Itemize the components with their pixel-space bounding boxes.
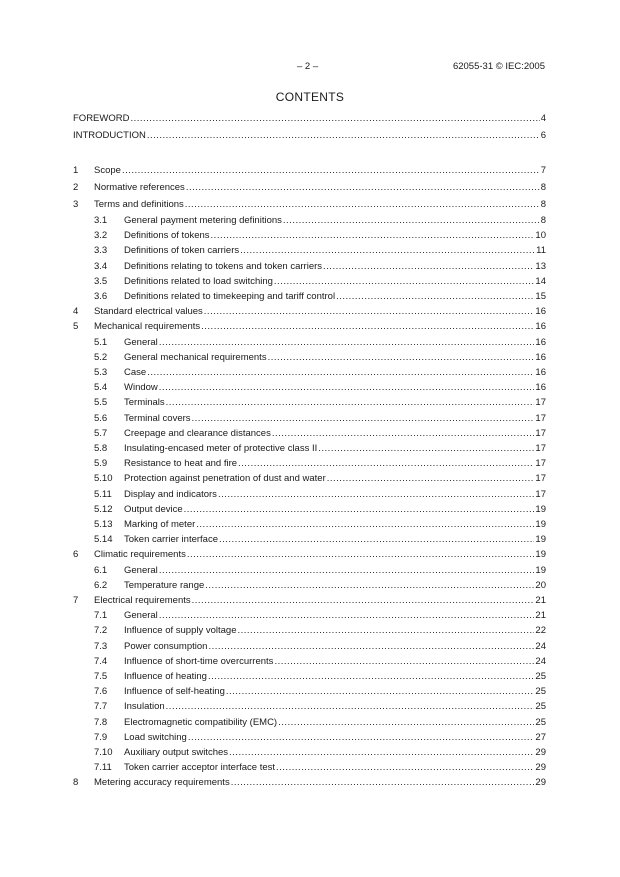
toc-entry-number: 5.10 bbox=[94, 473, 113, 485]
toc-entry-label: Display and indicators bbox=[124, 488, 217, 500]
toc-entry-label: Protection against penetration of dust and water bbox=[124, 473, 326, 485]
toc-entry-page: 14 bbox=[535, 275, 546, 287]
toc-entry[interactable] bbox=[73, 427, 546, 441]
toc-entry-label: General bbox=[124, 610, 158, 622]
toc-entry[interactable] bbox=[73, 320, 546, 334]
toc-entry[interactable] bbox=[73, 457, 546, 471]
toc-entry-number: 5.11 bbox=[94, 488, 112, 500]
toc-entry-page: 19 bbox=[535, 503, 546, 515]
toc-leader-dots bbox=[240, 244, 535, 258]
toc-entry-number: 3.6 bbox=[94, 291, 108, 302]
toc-entry-number: 5.7 bbox=[94, 427, 108, 439]
toc-entry-label: General bbox=[124, 336, 158, 348]
toc-entry-page: 17 bbox=[535, 488, 546, 500]
toc-entry-label: Terminals bbox=[124, 397, 165, 409]
toc-entry-page: 8 bbox=[540, 215, 546, 226]
toc-entry-number: 5.9 bbox=[94, 458, 108, 470]
toc-entry-page: 25 bbox=[535, 701, 546, 713]
toc-leader-dots bbox=[272, 427, 535, 441]
toc-leader-dots bbox=[238, 457, 534, 471]
toc-entry-label: Climatic requirements bbox=[94, 549, 186, 561]
toc-entry-label: Influence of heating bbox=[124, 671, 207, 682]
toc-leader-dots bbox=[231, 776, 535, 790]
toc-entry-page: 29 bbox=[535, 762, 546, 774]
toc-entry-label: Standard electrical values bbox=[94, 306, 203, 318]
toc-entry-page: 17 bbox=[535, 458, 546, 470]
toc-entry-number: 4 bbox=[73, 306, 79, 318]
toc-entry-number: 7.8 bbox=[94, 716, 108, 728]
toc-entry-number: 5 bbox=[73, 321, 79, 333]
toc-entry-page: 16 bbox=[535, 351, 546, 363]
page-number: – 2 – bbox=[297, 61, 319, 72]
toc-entry-label: Influence of self-heating bbox=[124, 686, 225, 698]
toc-leader-dots bbox=[229, 746, 534, 760]
toc-entry-number: 3.1 bbox=[94, 215, 108, 226]
toc-entry-page: 16 bbox=[535, 367, 546, 378]
toc-entry-label: Normative references bbox=[94, 182, 185, 193]
toc-entry[interactable] bbox=[73, 685, 546, 699]
toc-entry-page: 16 bbox=[535, 321, 546, 333]
toc-entry-page: 7 bbox=[540, 165, 546, 176]
toc-entry[interactable] bbox=[73, 198, 546, 212]
toc-entry[interactable] bbox=[73, 655, 546, 669]
toc-entry[interactable] bbox=[73, 503, 546, 517]
toc-entry-number: 3.2 bbox=[94, 230, 108, 242]
toc-leader-dots bbox=[219, 533, 534, 547]
toc-entry[interactable] bbox=[73, 351, 546, 365]
toc-entry-label: Mechanical requirements bbox=[94, 321, 201, 333]
toc-entry-label: Load switching bbox=[124, 731, 187, 743]
toc-entry[interactable] bbox=[73, 164, 546, 178]
toc-entry[interactable] bbox=[73, 776, 546, 790]
toc-leader-dots bbox=[238, 624, 535, 638]
toc-entry[interactable] bbox=[73, 640, 546, 654]
toc-entry-label: Token carrier interface bbox=[124, 534, 218, 546]
toc-entry[interactable] bbox=[73, 472, 546, 486]
toc-leader-dots bbox=[336, 290, 534, 304]
toc-entry[interactable] bbox=[73, 564, 546, 578]
toc-leader-dots bbox=[192, 594, 535, 608]
toc-entry-number: 3 bbox=[73, 199, 79, 210]
toc-entry[interactable] bbox=[73, 579, 546, 593]
toc-leader-dots bbox=[226, 685, 535, 699]
toc-entry[interactable] bbox=[73, 533, 546, 547]
toc-entry[interactable] bbox=[73, 746, 546, 760]
toc-entry-label: Definitions relating to tokens and token carriers bbox=[124, 260, 323, 272]
toc-entry[interactable] bbox=[73, 214, 546, 228]
toc-entry-number: 8 bbox=[73, 777, 79, 789]
toc-entry-number: 6 bbox=[73, 549, 79, 561]
toc-entry-page: 24 bbox=[535, 640, 546, 652]
toc-entry-page: 17 bbox=[535, 397, 546, 409]
toc-entry-page: 19 bbox=[535, 534, 546, 546]
toc-entry-label: Output device bbox=[124, 503, 183, 515]
toc-leader-dots bbox=[147, 129, 540, 143]
toc-entry[interactable] bbox=[73, 716, 546, 730]
toc-entry[interactable] bbox=[73, 275, 546, 289]
toc-entry-number: 6.2 bbox=[94, 579, 108, 591]
toc-entry[interactable] bbox=[73, 518, 546, 532]
toc-entry[interactable] bbox=[73, 260, 546, 274]
toc-leader-dots bbox=[185, 198, 540, 212]
toc-entry-label: Terms and definitions bbox=[94, 199, 184, 210]
toc-entry[interactable] bbox=[73, 700, 546, 714]
toc-entry-page: 10 bbox=[535, 230, 546, 242]
document-reference: 62055-31 © IEC:2005 bbox=[452, 61, 545, 72]
toc-leader-dots bbox=[159, 381, 535, 395]
toc-entry-label: Insulation bbox=[124, 701, 165, 713]
toc-leader-dots bbox=[268, 351, 535, 365]
toc-entry[interactable] bbox=[73, 624, 546, 638]
toc-entry-number: 7.3 bbox=[94, 640, 108, 652]
toc-entry-page: 16 bbox=[535, 336, 546, 348]
toc-entry-label: General payment metering definitions bbox=[124, 215, 282, 226]
toc-entry-page: 21 bbox=[535, 595, 546, 606]
toc-entry-label: Temperature range bbox=[124, 579, 205, 591]
toc-entry-label: INTRODUCTION bbox=[73, 130, 146, 141]
toc-leader-dots bbox=[201, 320, 534, 334]
toc-entry-number: 7.9 bbox=[94, 731, 108, 743]
toc-entry-label: Electrical requirements bbox=[94, 595, 191, 606]
toc-entry-number: 5.1 bbox=[94, 336, 108, 348]
toc-leader-dots bbox=[318, 442, 534, 456]
toc-entry-label: Token carrier acceptor interface test bbox=[124, 762, 276, 774]
toc-entry-page: 29 bbox=[535, 777, 546, 789]
toc-entry-number: 6.1 bbox=[94, 564, 108, 576]
toc-entry-page: 25 bbox=[535, 716, 546, 728]
toc-entry[interactable] bbox=[73, 761, 546, 775]
toc-entry-label: Case bbox=[124, 367, 147, 378]
toc-entry-number: 7.5 bbox=[94, 671, 108, 682]
toc-entry-page: 16 bbox=[535, 382, 546, 394]
toc-entry-number: 7.7 bbox=[94, 701, 108, 713]
toc-entry-page: 8 bbox=[540, 199, 546, 210]
toc-entry-label: Metering accuracy requirements bbox=[94, 777, 230, 789]
toc-entry-label: Scope bbox=[94, 165, 121, 176]
page-header bbox=[0, 61, 620, 75]
toc-entry-number: 5.14 bbox=[94, 534, 113, 546]
toc-entry-number: 5.8 bbox=[94, 443, 108, 454]
toc-entry-page: 29 bbox=[535, 747, 546, 758]
toc-leader-dots bbox=[276, 761, 534, 775]
toc-leader-dots bbox=[147, 366, 534, 380]
toc-entry-page: 19 bbox=[535, 549, 546, 561]
toc-leader-dots bbox=[327, 472, 535, 486]
toc-entry-number: 2 bbox=[73, 182, 79, 193]
toc-entry[interactable] bbox=[73, 594, 546, 608]
toc-entry[interactable] bbox=[73, 366, 546, 380]
toc-entry-label: Creepage and clearance distances bbox=[124, 427, 271, 439]
toc-entry-number: 7.4 bbox=[94, 655, 108, 667]
toc-entry-page: 20 bbox=[535, 579, 546, 591]
toc-entry[interactable] bbox=[73, 396, 546, 410]
toc-entry-number: 7 bbox=[73, 595, 79, 606]
toc-entry-label: Power consumption bbox=[124, 640, 208, 652]
toc-leader-dots bbox=[274, 275, 535, 289]
toc-entry-page: 17 bbox=[535, 473, 546, 485]
toc-entry-label: Definitions related to timekeeping and tariff control bbox=[124, 291, 336, 302]
toc-leader-dots bbox=[204, 305, 535, 319]
toc-leader-dots bbox=[187, 548, 535, 562]
toc-entry-number: 5.3 bbox=[94, 367, 108, 378]
toc-leader-dots bbox=[323, 260, 534, 274]
toc-entry[interactable] bbox=[73, 548, 546, 562]
toc-leader-dots bbox=[208, 640, 534, 654]
toc-entry[interactable] bbox=[73, 488, 546, 502]
toc-entry-page: 17 bbox=[535, 443, 546, 454]
toc-entry[interactable] bbox=[73, 731, 546, 745]
toc-entry-label: Auxiliary output switches bbox=[124, 747, 229, 758]
toc-entry[interactable] bbox=[73, 129, 546, 143]
toc-entry[interactable] bbox=[73, 442, 546, 456]
toc-leader-dots bbox=[278, 716, 534, 730]
toc-entry-page: 11 bbox=[536, 245, 546, 257]
toc-leader-dots bbox=[186, 181, 540, 195]
toc-entry-number: 3.3 bbox=[94, 245, 108, 257]
toc-entry[interactable] bbox=[73, 305, 546, 319]
toc-entry-page: 4 bbox=[540, 113, 546, 124]
toc-entry-number: 5.5 bbox=[94, 397, 108, 409]
toc-entry[interactable] bbox=[73, 381, 546, 395]
toc-entry-number: 5.13 bbox=[94, 519, 113, 530]
toc-leader-dots bbox=[205, 579, 534, 593]
toc-entry-label: General bbox=[124, 564, 158, 576]
toc-entry-number: 5.4 bbox=[94, 382, 108, 394]
toc-entry-number: 7.2 bbox=[94, 625, 108, 637]
toc-leader-dots bbox=[208, 670, 534, 684]
toc-leader-dots bbox=[192, 412, 535, 426]
toc-entry-page: 16 bbox=[535, 306, 546, 318]
toc-leader-dots bbox=[159, 564, 535, 578]
toc-entry[interactable] bbox=[73, 229, 546, 243]
toc-leader-dots bbox=[166, 700, 535, 714]
toc-entry-number: 7.1 bbox=[94, 610, 108, 622]
toc-entry-label: Definitions related to load switching bbox=[124, 275, 273, 287]
toc-entry-label: Influence of short-time overcurrents bbox=[124, 655, 274, 667]
toc-entry[interactable] bbox=[73, 336, 546, 350]
toc-leader-dots bbox=[211, 229, 535, 243]
toc-leader-dots bbox=[122, 164, 540, 178]
page-title: CONTENTS bbox=[275, 90, 345, 104]
toc-entry-number: 7.10 bbox=[94, 747, 113, 758]
toc-entry-page: 13 bbox=[535, 260, 546, 272]
toc-entry[interactable] bbox=[73, 244, 546, 258]
toc-entry-page: 21 bbox=[535, 610, 546, 622]
toc-leader-dots bbox=[159, 336, 535, 350]
toc-entry[interactable] bbox=[73, 412, 546, 426]
toc-entry-number: 7.11 bbox=[94, 762, 112, 774]
toc-leader-dots bbox=[184, 503, 535, 517]
toc-entry-number: 1 bbox=[73, 165, 79, 176]
toc-entry-number: 5.2 bbox=[94, 351, 108, 363]
toc-entry-page: 17 bbox=[535, 412, 546, 424]
toc-entry[interactable] bbox=[73, 609, 546, 623]
toc-entry-page: 8 bbox=[540, 182, 546, 193]
toc-entry-number: 3.4 bbox=[94, 260, 108, 272]
toc-entry-page: 6 bbox=[540, 130, 546, 141]
toc-entry-page: 19 bbox=[535, 564, 546, 576]
toc-entry-page: 15 bbox=[535, 291, 546, 302]
toc-entry[interactable] bbox=[73, 670, 546, 684]
toc-entry-label: Resistance to heat and fire bbox=[124, 458, 238, 470]
toc-entry-page: 19 bbox=[535, 519, 546, 530]
toc-entry-number: 7.6 bbox=[94, 686, 108, 698]
toc-leader-dots bbox=[159, 609, 535, 623]
toc-entry-page: 22 bbox=[535, 625, 546, 637]
toc-entry-number: 3.5 bbox=[94, 275, 108, 287]
toc-entry-label: FOREWORD bbox=[73, 113, 130, 124]
toc-entry-label: Insulating-encased meter of protective class II bbox=[124, 443, 318, 454]
toc-entry-number: 5.6 bbox=[94, 412, 108, 424]
toc-entry[interactable] bbox=[73, 181, 546, 195]
toc-entry-page: 27 bbox=[535, 731, 546, 743]
toc-entry-number: 5.12 bbox=[94, 503, 113, 515]
toc-leader-dots bbox=[188, 731, 535, 745]
toc-entry-label: General mechanical requirements bbox=[124, 351, 267, 363]
toc-leader-dots bbox=[166, 396, 535, 410]
toc-leader-dots bbox=[196, 518, 534, 532]
toc-entry-page: 25 bbox=[535, 671, 546, 682]
toc-leader-dots bbox=[218, 488, 534, 502]
toc-entry-page: 25 bbox=[535, 686, 546, 698]
toc-entry-label: Window bbox=[124, 382, 158, 394]
toc-entry-label: Definitions of tokens bbox=[124, 230, 210, 242]
toc-entry-label: Electromagnetic compatibility (EMC) bbox=[124, 716, 278, 728]
toc-entry[interactable] bbox=[73, 112, 546, 126]
toc-leader-dots bbox=[283, 214, 540, 228]
toc-leader-dots bbox=[274, 655, 534, 669]
toc-entry-label: Marking of meter bbox=[124, 519, 196, 530]
toc-entry-label: Terminal covers bbox=[124, 412, 191, 424]
toc-leader-dots bbox=[130, 112, 539, 126]
toc-entry-page: 17 bbox=[535, 427, 546, 439]
toc-entry[interactable] bbox=[73, 290, 546, 304]
toc-entry-page: 24 bbox=[535, 655, 546, 667]
toc-entry-label: Definitions of token carriers bbox=[124, 245, 240, 257]
toc-entry-label: Influence of supply voltage bbox=[124, 625, 237, 637]
